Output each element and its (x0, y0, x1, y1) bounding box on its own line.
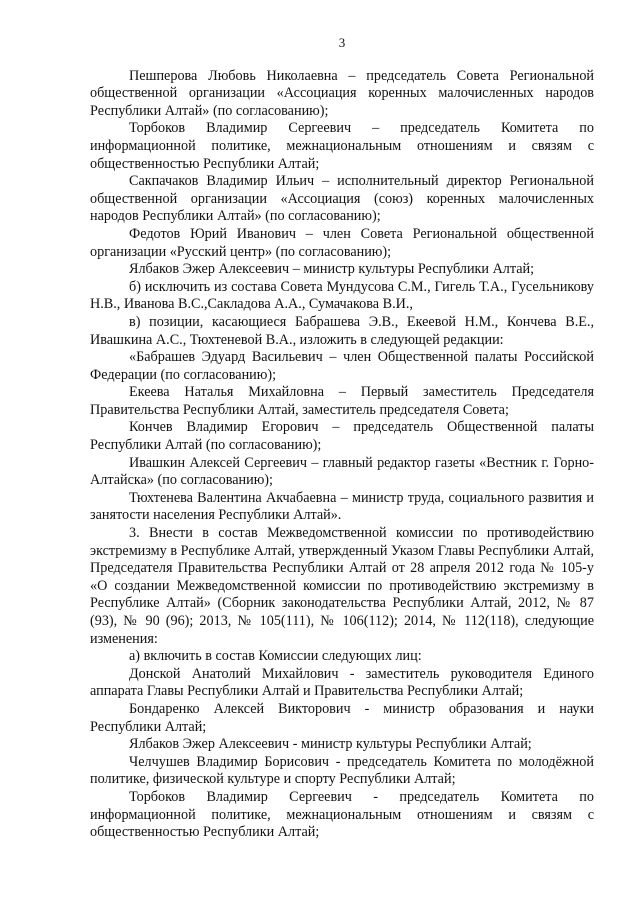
paragraph-14: а) включить в состав Комиссии следующих лиц: (129, 648, 422, 665)
paragraph-4: Федотов Юрий Иванович – член Совета Региональной общественной организации «Русский центр» (по согласованию); (90, 225, 594, 260)
paragraph-6: б) исключить из состава Совета Мундусова С.М., Гигель Т.А., Гусельникову Н.В., Иванова В.С.,Сакладова А.А., Сумачакова В.И., (90, 278, 594, 313)
paragraph-7: в) позиции, касающиеся Бабрашева Э.В., Екеевой Н.М., Кончева В.Е., Ивашкина А.С., Тюхтеневой В.А., изложить в следующей редакции: (90, 313, 594, 348)
paragraph-1: Пешперова Любовь Николаевна – председатель Совета Региональной общественной организации «Ассоциация коренных малочисленных народов Республики Алтай» (по согласованию); (90, 67, 594, 119)
document-page (90, 34, 594, 842)
paragraph-10: Кончев Владимир Егорович – председатель Общественной палаты Республики Алтай (по согласованию); (90, 419, 594, 454)
paragraph-17: Ялбаков Эжер Алексеевич - министр культуры Республики Алтай; (129, 736, 532, 753)
paragraph-3: Сакпачаков Владимир Ильич – исполнительный директор Региональной общественной организации «Ассоциация (союз) коренных малочисленных народов Республики Алтай» (по согласованию); (90, 173, 594, 225)
paragraph-19: Торбоков Владимир Сергеевич - председатель Комитета по информационной политике, межнациональным отношениям и связям с общественностью Республики Алтай; (90, 788, 594, 841)
paragraph-5: Ялбаков Эжер Алексеевич – министр культуры Республики Алтай; (129, 261, 535, 278)
paragraph-9: Екеева Наталья Михайловна – Первый заместитель Председателя Правительства Республики Алтай, заместитель председателя Совета; (90, 384, 594, 418)
paragraph-11: Ивашкин Алексей Сергеевич – главный редактор газеты «Вестник г. Горно-Алтайска» (по согласованию); (90, 454, 594, 489)
paragraph-15: Донской Анатолий Михайлович - заместитель руководителя Единого аппарата Главы Республики Алтай и Правительства Республики Алтай; (90, 665, 594, 700)
paragraph-16: Бондаренко Алексей Викторович - министр образования и науки Республики Алтай; (90, 700, 594, 735)
paragraph-2: Торбоков Владимир Сергеевич – председатель Комитета по информационной политике, межнациональным отношениям и связям с общественностью Республики Алтай; (90, 120, 594, 172)
paragraph-13: 3. Внести в состав Межведомственной комиссии по противодействию экстремизму в Республике Алтай, утвержденный Указом Главы Республики Алтай, Председателя Правительства Республики Алтай от 28 апреля 2012 года № 105-у «О создании Межведомственной комиссии по противодействию экстремизму в Республике Алтай» (Сборник законодательства Республики Алтай, 2012, № 87 (93), № 90 (96); 2013, № 105(111), № 106(112); 2014, № 112(118), следующие изменения: (90, 525, 594, 647)
page-number: 3 (338, 35, 346, 50)
paragraph-8: «Бабрашев Эдуард Васильевич – член Общественной палаты Российской Федерации (по согласованию); (90, 349, 594, 383)
paragraph-18: Челчушев Владимир Борисович - председатель Комитета по молодёжной политике, физической культуре и спорту Республики Алтай; (90, 753, 594, 788)
paragraph-12: Тюхтенева Валентина Акчабаевна – министр труда, социального развития и занятости населения Республики Алтай». (90, 489, 594, 524)
